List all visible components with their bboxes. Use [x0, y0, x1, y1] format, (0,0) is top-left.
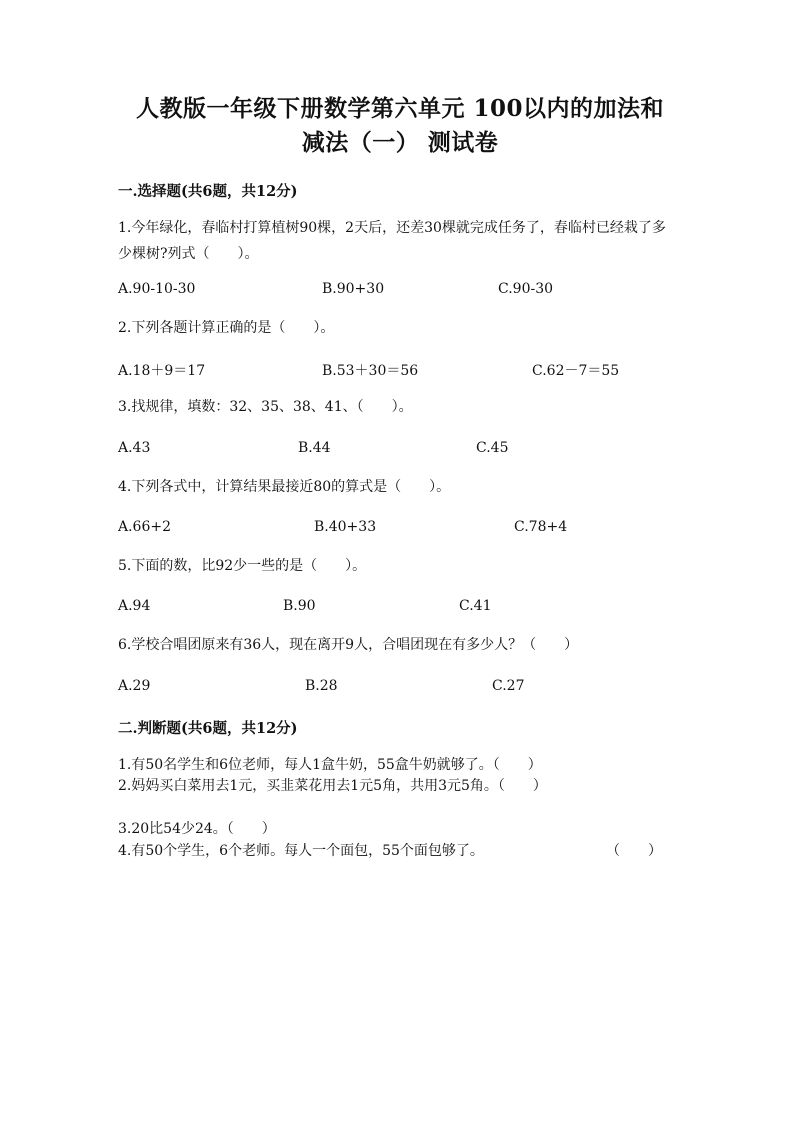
choice-4-option-b: B.40+33: [314, 519, 377, 535]
choice-3-option-c: C.45: [476, 440, 509, 456]
choice-3-option-b: B.44: [298, 440, 331, 456]
choice-6-option-a: A.29: [118, 678, 151, 694]
choice-question-1: 1.今年绿化，春临村打算植树90棵，2天后，还差30棵就完成任务了，春临村已经栽了多少棵树?列式（ ）。: [118, 220, 666, 262]
choice-question-6: 6.学校合唱团原来有36人，现在离开9人，合唱团现在有多少人？（ ）: [118, 637, 579, 653]
choice-question-2: 2.下列各题计算正确的是（ ）。: [118, 320, 335, 336]
choice-2-option-b: B.53＋30＝56: [322, 363, 419, 379]
choice-5-option-c: C.41: [459, 598, 492, 614]
choice-section-header: 一.选择题(共6题，共12分): [118, 183, 298, 200]
choice-5-option-b: B.90: [283, 598, 316, 614]
choice-6-option-b: B.28: [305, 678, 338, 694]
choice-2-option-a: A.18＋9＝17: [118, 363, 206, 379]
choice-5-option-a: A.94: [118, 598, 151, 614]
judge-question-2: 2.妈妈买白菜用去1元，买韭菜花用去1元5角，共用3元5角。（ ）: [118, 778, 547, 794]
choice-6-option-c: C.27: [492, 678, 525, 694]
judge-question-4: 4.有50个学生，6个老师。每人一个面包，55个面包够了。: [118, 843, 484, 859]
choice-question-3: 3.找规律，填数：32、35、38、41、（ ）。: [118, 399, 413, 415]
choice-question-5: 5.下面的数，比92少一些的是（ ）。: [118, 558, 367, 574]
choice-1-option-b: B.90+30: [322, 281, 385, 297]
page-title: [100, 92, 700, 160]
judge-question-4-answer-blank: （ ）: [606, 843, 662, 859]
choice-question-4: 4.下列各式中，计算结果最接近80的算式是（ ）。: [118, 479, 451, 495]
choice-1-option-c: C.90-30: [498, 281, 554, 297]
judge-question-3: 3.20比54少24。（ ）: [118, 821, 276, 837]
judge-question-1: 1.有50名学生和6位老师，每人1盒牛奶，55盒牛奶就够了。（ ）: [118, 757, 542, 773]
choice-2-option-c: C.62－7＝55: [532, 363, 620, 379]
choice-3-option-a: A.43: [118, 440, 151, 456]
choice-1-option-a: A.90-10-30: [118, 281, 196, 297]
title-line-2: 减法（一） 测试卷: [301, 129, 499, 156]
title-line-1: 人教版一年级下册数学第六单元 100以内的加法和: [135, 95, 665, 122]
choice-4-option-a: A.66+2: [118, 519, 172, 535]
choice-4-option-c: C.78+4: [514, 519, 568, 535]
judge-section-header: 二.判断题(共6题，共12分): [118, 720, 298, 737]
